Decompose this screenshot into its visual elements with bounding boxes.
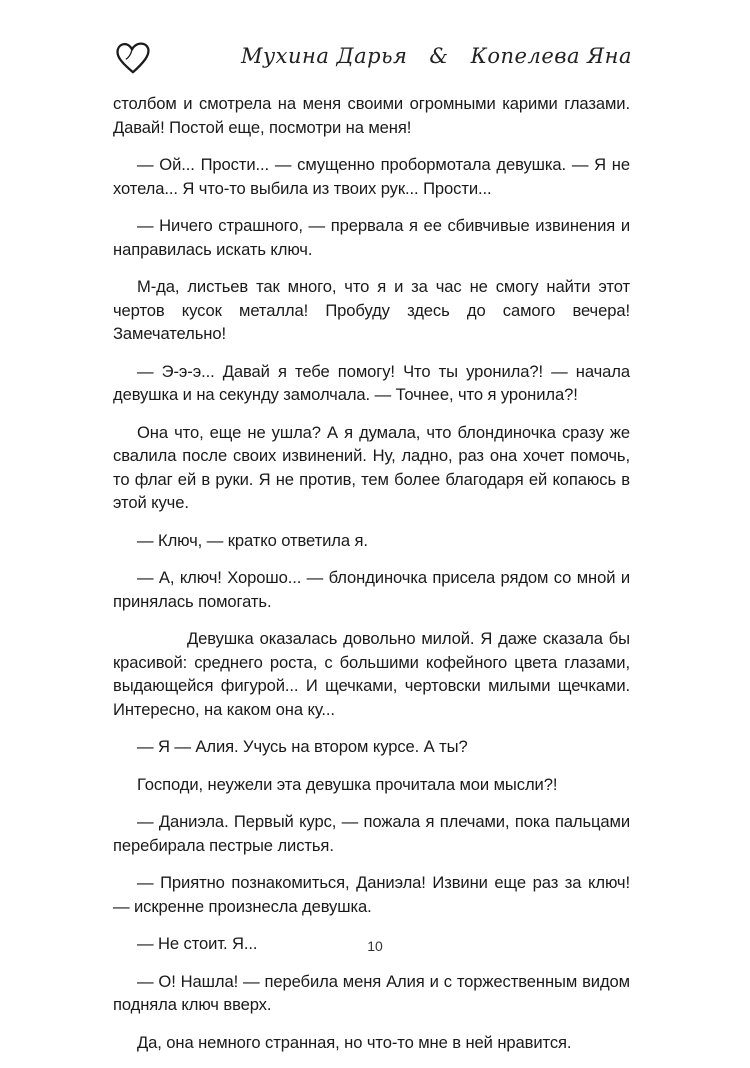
page-header	[0, 0, 750, 100]
authors-line	[241, 44, 632, 68]
paragraph: — Даниэла. Первый курс, — пожала я плечами, пока пальцами перебирала пестрые листья.	[113, 812, 630, 855]
paragraph: Девушка оказалась довольно милой. Я даже сказала бы красивой: среднего роста, с большими кофейного цвета глазами, выдающейся фигурой... И щечками, чертовски милыми щечками. Интересно, на каком она ку...	[113, 629, 630, 719]
paragraph: Господи, неужели эта девушка прочитала мои мысли?!	[137, 774, 558, 794]
paragraph: — Я — Алия. Учусь на втором курсе. А ты?	[137, 737, 468, 756]
page-number: 10	[367, 938, 383, 954]
paragraph: — А, ключ! Хорошо... — блондиночка присела рядом со мной и принялась помогать.	[113, 568, 630, 611]
paragraph: столбом и смотрела на меня своими огромными карими глазами. Давай! Постой еще, посмотри на меня!	[113, 94, 630, 137]
paragraph: Она что, еще не ушла? А я думала, что блондиночка сразу же свалила после своих извинений. Ну, ладно, раз она хочет помочь, то флаг ей в руки. Я не против, тем более благодаря ей копаюсь в этой куче.	[113, 422, 630, 512]
heart-icon	[114, 40, 152, 76]
paragraph: — Э-э-э... Давай я тебе помогу! Что ты уронила?! — начала девушка и на секунду замолчала. — Точнее, что я уронила?!	[113, 361, 630, 404]
author-left: Мухина Дарья	[240, 44, 408, 68]
author-right: Копелева Яна	[470, 44, 632, 68]
paragraph: М-да, листьев так много, что я и за час не смогу найти этот чертов кусок металла! Пробуду здесь до самого вечера! Замечательно!	[113, 277, 630, 343]
paragraph: — Ой... Прости... — смущенно пробормотала девушка. — Я не хотела... Я что-то выбила из твоих рук... Прости...	[113, 155, 630, 198]
paragraph: — Ключ, — кратко ответила я.	[137, 530, 368, 550]
ampersand: &	[429, 44, 449, 68]
paragraph: — О! Нашла! — перебила меня Алия и с торжественным видом подняла ключ вверх.	[113, 971, 630, 1014]
body-text	[113, 92, 630, 1068]
paragraph: — Не стоит. Я...	[137, 934, 258, 953]
paragraph: — Приятно познакомиться, Даниэла! Извини еще раз за ключ! — искренне произнесла девушка.	[113, 873, 630, 916]
paragraph: — Ничего страшного, — прервала я ее сбивчивые извинения и направилась искать ключ.	[113, 216, 630, 259]
paragraph: Да, она немного странная, но что-то мне в ней нравится.	[137, 1032, 572, 1052]
